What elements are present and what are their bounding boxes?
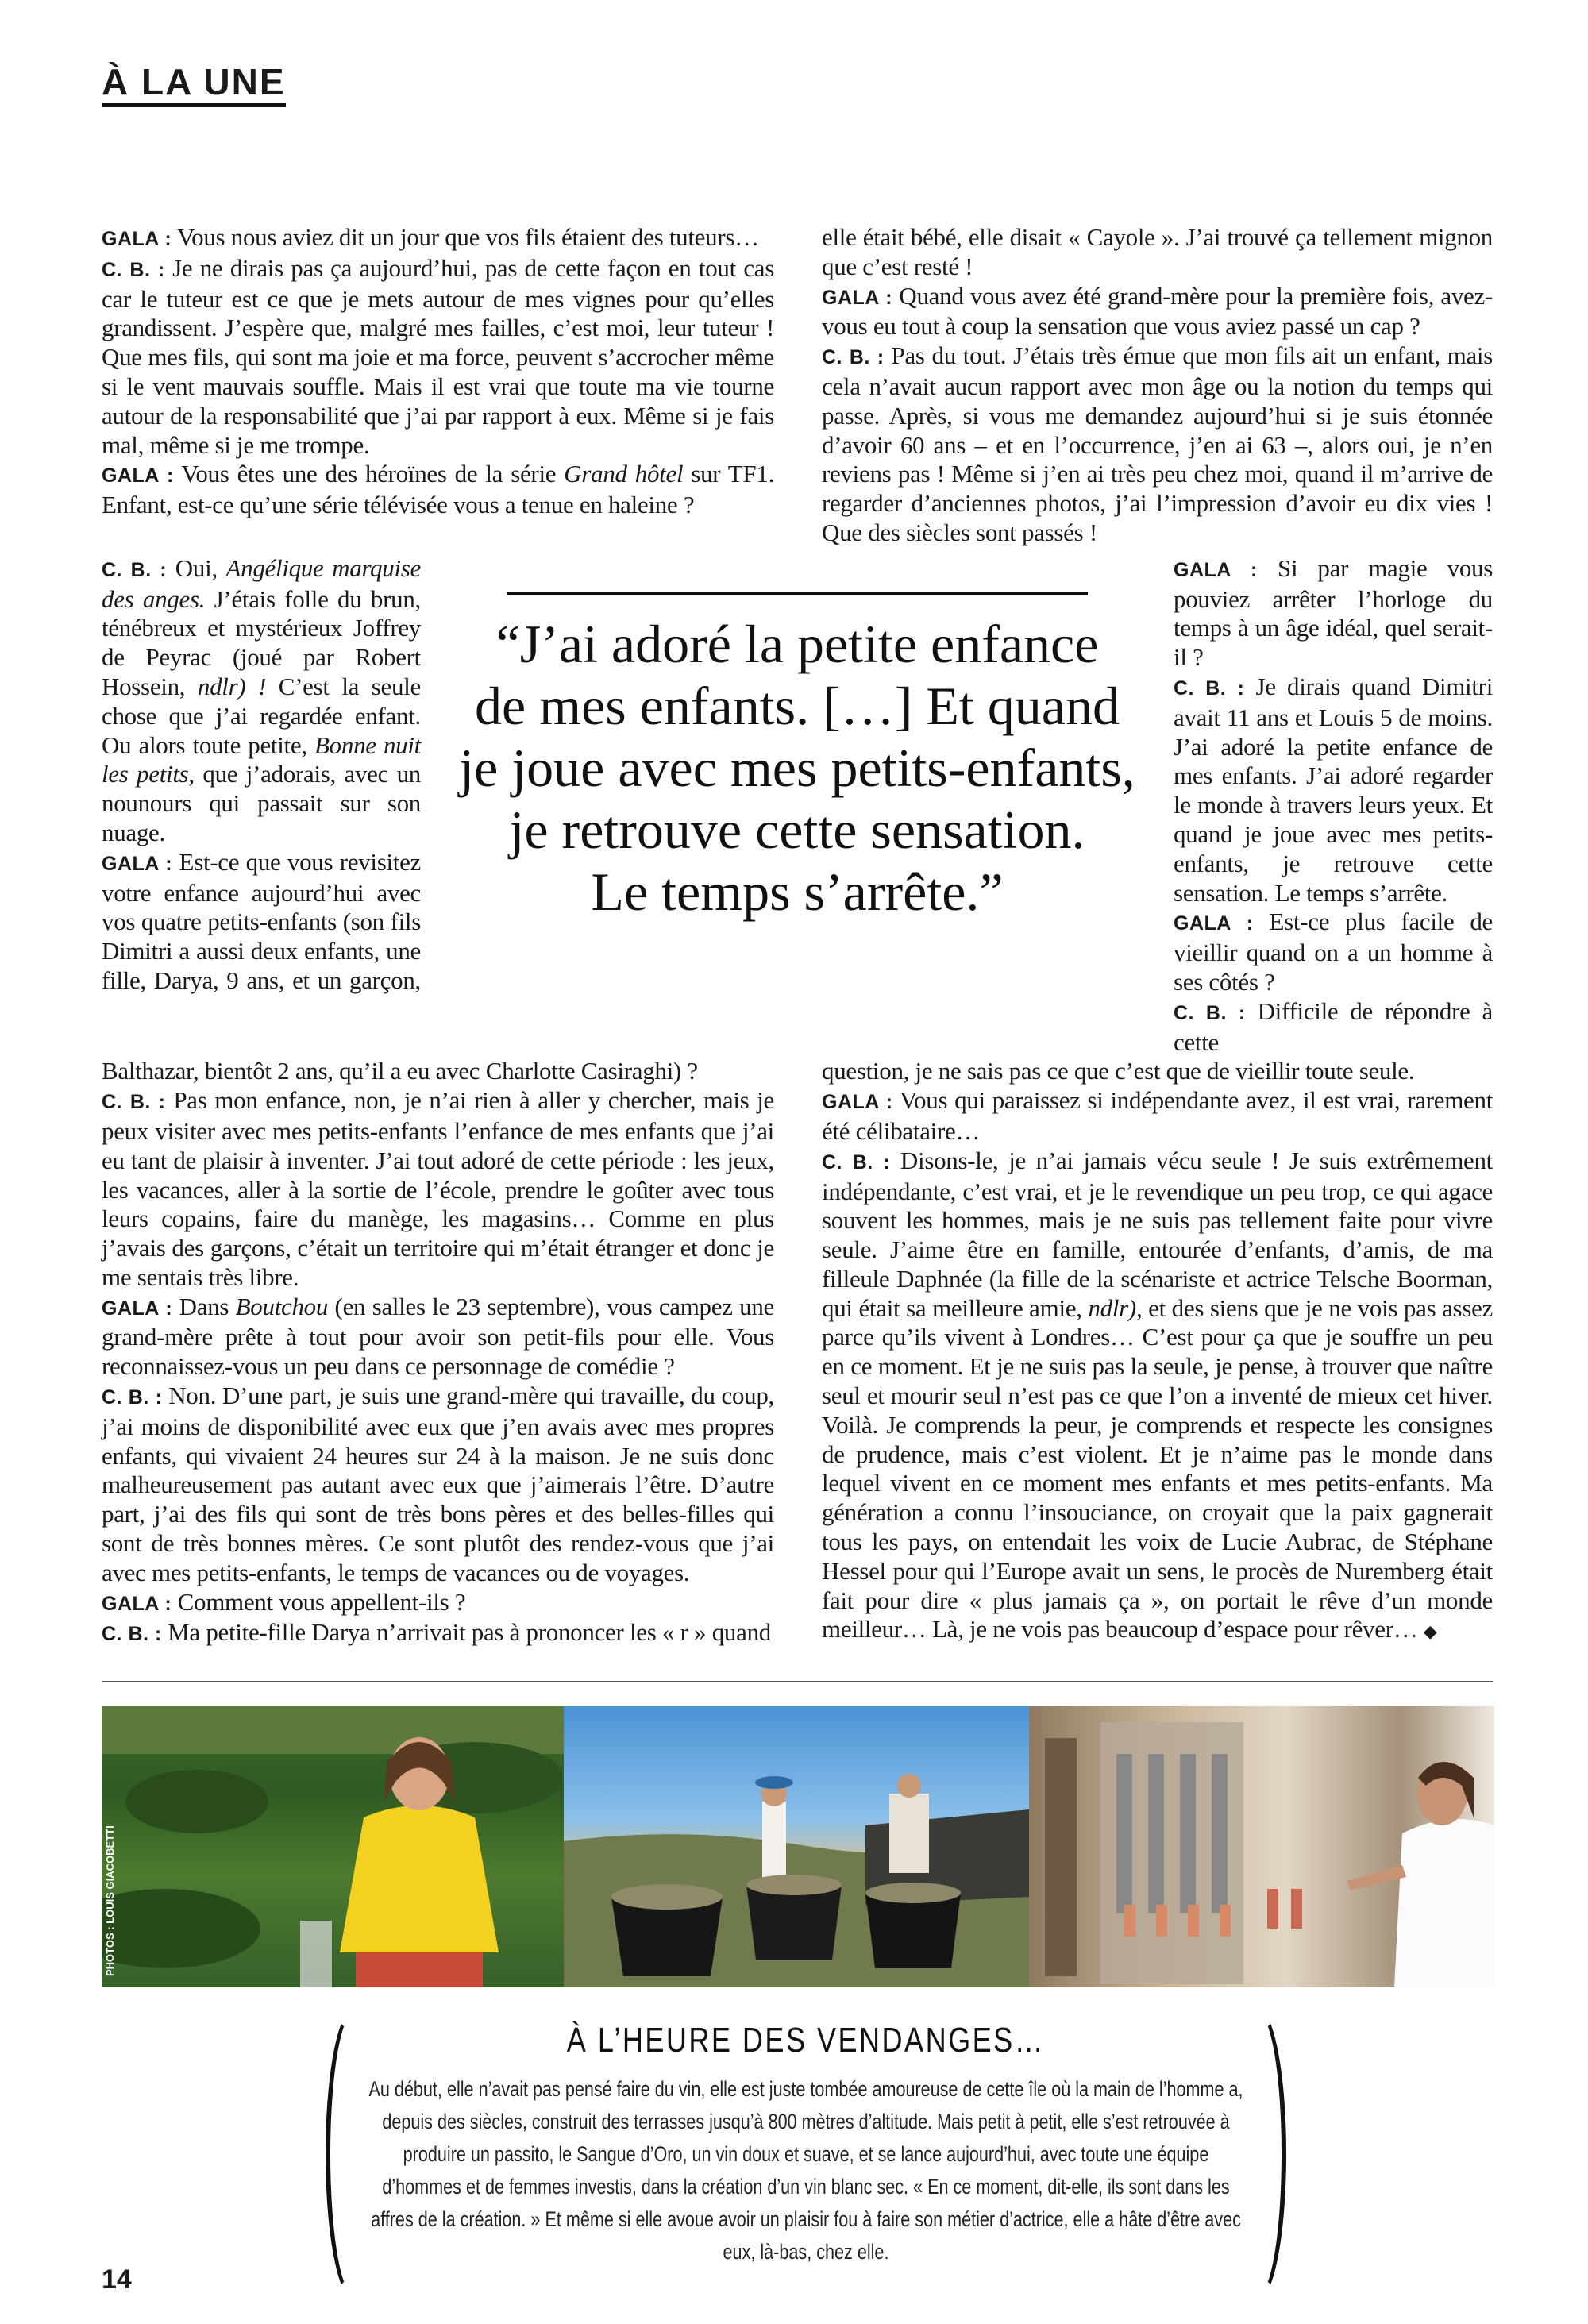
magazine-page [102,0,1493,2324]
article-middle-row [102,554,1493,1058]
paragraph-text: J’étais folle du brun, ténébreux et mystérieux Joffrey de Peyrac (joué par Robert Hossein, [102,584,421,700]
speaker-label: C. B. : [102,1623,162,1646]
interview-paragraph [102,848,421,996]
paragraph-text: elle était bébé, elle disait « Cayole ». J’ai trouvé ça tellement mignon que c’est resté ! [822,223,1493,280]
paragraph-text: Vous qui paraissez si indépendante avez, il est vrai, rarement été célibataire… [822,1086,1494,1145]
paragraph-text: Si par magie vous pouviez arrêter l’horloge du temps à un âge idéal, quel serait-il ? [1174,553,1493,672]
interview-paragraph [102,1057,774,1086]
pull-quote-line: de mes enfants. […] Et quand [475,675,1120,736]
paragraph-text: Est-ce plus facile de vieillir quand on a un homme à ses côtés ? [1174,908,1493,996]
harvest-illustration [564,1706,1029,1987]
vineyard-illustration [102,1706,564,1987]
italic-title-text: Angélique marquise des anges. [102,553,421,613]
paragraph-text: Je dirais quand Dimitri avait 11 ans et Louis 5 de moins. J’ai adoré la petite enfance de mes enfants. J’ai adoré regarder le monde à travers leurs yeux. Et quand je joue avec mes petits-enfants, je retrouve cette sensation. Le temps s’arrête. [1174,672,1494,907]
interview-paragraph [102,1618,774,1649]
paragraph-text: que j’adorais, avec un nounours qui passait sur son nuage. [102,760,421,846]
speaker-label: GALA : [102,852,173,875]
sidebar-box [326,2008,1286,2300]
paragraph-text: Dans [172,1292,236,1320]
paragraph-text: Quand vous avez été grand-mère pour la première fois, avez-vous eu tout à coup la sensation que vous aviez passé un cap ? [822,281,1493,341]
paragraph-text: et des siens que je ne vois pas assez parce qu’ils vivent à Londres… C’est pour ça que je souffre un peu en ce moment. Et je ne suis pas la seule, je pense, à trouver que naître seul et mourir seul n’est pas ce que l’on a inventé de mieux cet hiver. Voilà. Je comprends la peur, je comprends et respecte les consignes de prudence, mais c’est violent. Et je n’aime pas le monde dans lequel vivent en ce moment mes enfants et mes petits-enfants. Ma génération a connu l’insouciance, on croyait que la paix gagnerait tous les pays, on entendait les voix de Lucie Aubrac, de Stéphane Hessel pour qui l’Europe avait un sens, le procès de Nuremberg était fait pour dire « plus jamais ça », on portait le rêve d’un monde meilleur… Là, je ne vois pas beaucoup d’espace pour rêver… [822,1293,1494,1644]
article-block-bottom-left [102,1057,774,1649]
speaker-label: GALA : [822,1091,893,1114]
interview-paragraph [102,460,774,520]
article-block-narrow-left [102,554,421,996]
paragraph-text: Oui, [167,553,226,582]
article-bottom-row [102,1057,1493,1649]
speaker-label: C. B. : [822,1150,891,1174]
interview-paragraph [102,254,774,461]
pull-quote-area [453,554,1142,923]
end-mark-icon: ◆ [1423,1621,1437,1642]
article-block-bottom-right [822,1057,1493,1647]
interview-paragraph [102,1293,774,1382]
article-block-top-right [822,223,1493,548]
speaker-label: GALA : [1174,912,1254,935]
interview-paragraph [822,341,1493,548]
speaker-label: C. B. : [102,258,165,281]
page-bottom [102,2008,1493,2324]
pull-quote-line: “J’ai adoré la petite enfance [495,613,1099,674]
paragraph-text: Vous êtes une des héroïnes de la série [173,460,565,488]
sidebar-title: À L’HEURE DES VENDANGES… [566,2021,1046,2060]
interview-paragraph [102,1086,774,1293]
pull-quote-line: je joue avec mes petits-enfants, [459,737,1135,798]
speaker-label: GALA : [102,1297,173,1320]
interview-paragraph [102,554,421,848]
paragraph-text: Comment vous appellent-ils ? [172,1587,466,1616]
photo-strip [102,1706,1494,1987]
interview-paragraph [1174,554,1493,673]
paragraph-text: (en salles le 23 septembre), vous campez une grand-mère prête à tout pour avoir son petit-fils pour elle. Vous reconnaissez-vous un peu dans ce personnage de comédie ? [102,1292,775,1381]
interview-paragraph [102,1382,774,1588]
speaker-label: GALA : [102,228,172,250]
speaker-label: C. B. : [102,1386,163,1409]
photo-harvest-tubs [564,1706,1029,1987]
pull-quote-line: Le temps s’arrête.” [591,861,1004,922]
speaker-label: GALA : [102,464,174,488]
speaker-label: GALA : [822,286,893,309]
article-block-narrow-right [1174,554,1493,1058]
paragraph-text: Ma petite-fille Darya n’arrivait pas à prononcer les « r » quand [161,1618,771,1647]
paragraph-text: Pas du tout. J’étais très émue que mon fils ait un enfant, mais cela n’avait aucun rapport avec mon âge ou la notion du temps qui passe. Après, si vous me demandez aujourd’hui si je suis étonnée d’avoir 60 ans – et en l’occurrence, j’en ai 63 –, alors oui, je n’en reviens pas ! Même si j’en ai très peu chez moi, quand il m’arrive de regarder d’anciennes photos, j’ai l’impression d’avoir eu dix vies ! Que des siècles sont passés ! [822,341,1494,546]
speaker-label: C. B. : [1174,676,1245,700]
paragraph-text: Est-ce que vous revisitez votre enfance aujourd’hui avec vos quatre petits-enfants (son fils Dimitri a aussi deux enfants, une fille, Darya, 9 ans, et un garçon, [102,847,421,994]
pull-quote-rule [507,592,1088,595]
paragraph-text: Difficile de répondre à cette [1174,996,1493,1056]
article-block-top-left [102,223,774,520]
italic-title-text: ndlr), [1088,1293,1143,1322]
interview-paragraph [102,223,774,254]
paragraph-text: Je ne dirais pas ça aujourd’hui, pas de cette façon en tout cas car le tuteur est ce que je mets autour de mes vignes pour qu’elles grandissent. J’espère que, malgré mes failles, c’est moi, leur tuteur ! Que mes fils, qui sont ma joie et ma force, peuvent s’accrocher même si le vent mauvais souffle. Mais il est vrai que toute ma vie tourne autour de la responsabilité que j’ai par rapport à eux. Même si je fais mal, même si je me trompe. [102,253,775,459]
italic-title-text: Boutchou [235,1292,329,1320]
interview-paragraph [822,282,1493,342]
sidebar-text: Au début, elle n’avait pas pensé faire du vin, elle est juste tombée amoureuse de cette île où la main de l’homme a, depuis des siècles, construit des terrasses jusqu’à 800 mètres d’altitude. Mais petit à petit, elle s’est retrouvée à produire un passito, le Sangue d’Oro, un vin doux et suave, et se lance aujourd’hui, avec toute une équipe d’hommes et de femmes investis, dans la création d’un vin blanc sec. « En ce moment, dit-elle, ils sont dans les affres de la création. » Et même si elle avoue avoir un plaisir fou à faire son métier d’actrice, elle a hâte d’être avec eux, là-bas, chez elle. [368,2077,1243,2264]
paragraph-text: Balthazar, bientôt 2 ans, qu’il a eu avec Charlotte Casiraghi) ? [102,1057,698,1085]
speaker-label: C. B. : [822,346,885,369]
italic-title-text: Grand hôtel [564,460,684,488]
interview-paragraph [1174,673,1493,908]
speaker-label: C. B. : [102,558,168,581]
page-number: 14 [102,2264,132,2295]
paragraph-text: C’est la seule chose que j’ai regardée enfant. Ou alors toute petite, [102,672,421,759]
paragraph-text: Vous nous aviez dit un jour que vos fils étaient des tuteurs… [172,223,759,251]
speaker-label: GALA : [1174,558,1258,581]
paragraph-text: sur TF1. Enfant, est-ce qu’une série télévisée vous a tenue en haleine ? [102,460,775,519]
italic-title-text: Bonne nuit les petits, [102,730,421,788]
interview-paragraph [822,223,1493,282]
pull-quote [453,613,1142,923]
section-title: À LA UNE [102,62,286,107]
paragraph-text: Non. D’une part, je suis une grand-mère qui travaille, du coup, j’ai moins de disponibilité avec eux que j’en avais avec mes propres enfants, qui vivaient 24 heures sur 24 à la maison. Je ne suis donc malheureusement pas autant avec eux que j’aimerais l’être. D’autre part, j’ai des fils qui sont de très bons pères et des belles-filles qui sont de très bonnes mères. Ce sont plutôt des rendez-vous que j’ai avec mes petits-enfants, le temps de vacances ou de voyages. [102,1382,775,1586]
speaker-label: C. B. : [102,1091,166,1114]
paragraph-text: Pas mon enfance, non, je n’ai rien à aller y chercher, mais je peux visiter avec mes petits-enfants l’enfance de mes enfants que j’ai eu tant de plaisir à inventer. J’ai tout adoré de cette période : les jeux, les vacances, aller à la sortie de l’école, prendre le goûter avec tous leurs copains, faire du manège, les magasins… Comme en plus j’avais des garçons, c’était un territoire qui m’était étranger et donc je me sentais très libre. [102,1086,775,1291]
photo-winery [1029,1706,1494,1987]
paragraph-text: Disons-le, je n’ai jamais vécu seule ! Je suis extrêmement indépendante, c’est vrai, et je le revendique un peu trop, ce qui agace souvent les hommes, mais je ne suis pas tellement faite pour vivre seule. J’aime être en famille, entourée d’enfants, d’amis, de ma filleule Daphnée (la fille de la scénariste et actrice Telsche Boorman, qui était sa meilleure amie, [822,1146,1493,1322]
interview-paragraph [822,1086,1493,1147]
photo-credit: PHOTOS : LOUIS GIACOBETTI [104,1825,116,1977]
paragraph-text: question, je ne sais pas ce que c’est que de vieillir toute seule. [822,1057,1415,1085]
article-body [102,223,1493,1649]
article-top-row [102,223,1493,548]
interview-paragraph [822,1057,1493,1086]
interview-paragraph [1174,908,1493,996]
interview-paragraph [102,1588,774,1619]
italic-title-text: ndlr) ! [197,672,267,700]
pull-quote-line: je retrouve cette sensation. [509,799,1085,860]
photo-vineyard-woman [102,1706,564,1987]
speaker-label: GALA : [102,1592,172,1615]
speaker-label: C. B. : [1174,1001,1246,1024]
section-divider [102,1681,1493,1682]
interview-paragraph [1174,997,1493,1058]
interview-paragraph [822,1147,1493,1648]
winery-illustration [1029,1706,1494,1987]
